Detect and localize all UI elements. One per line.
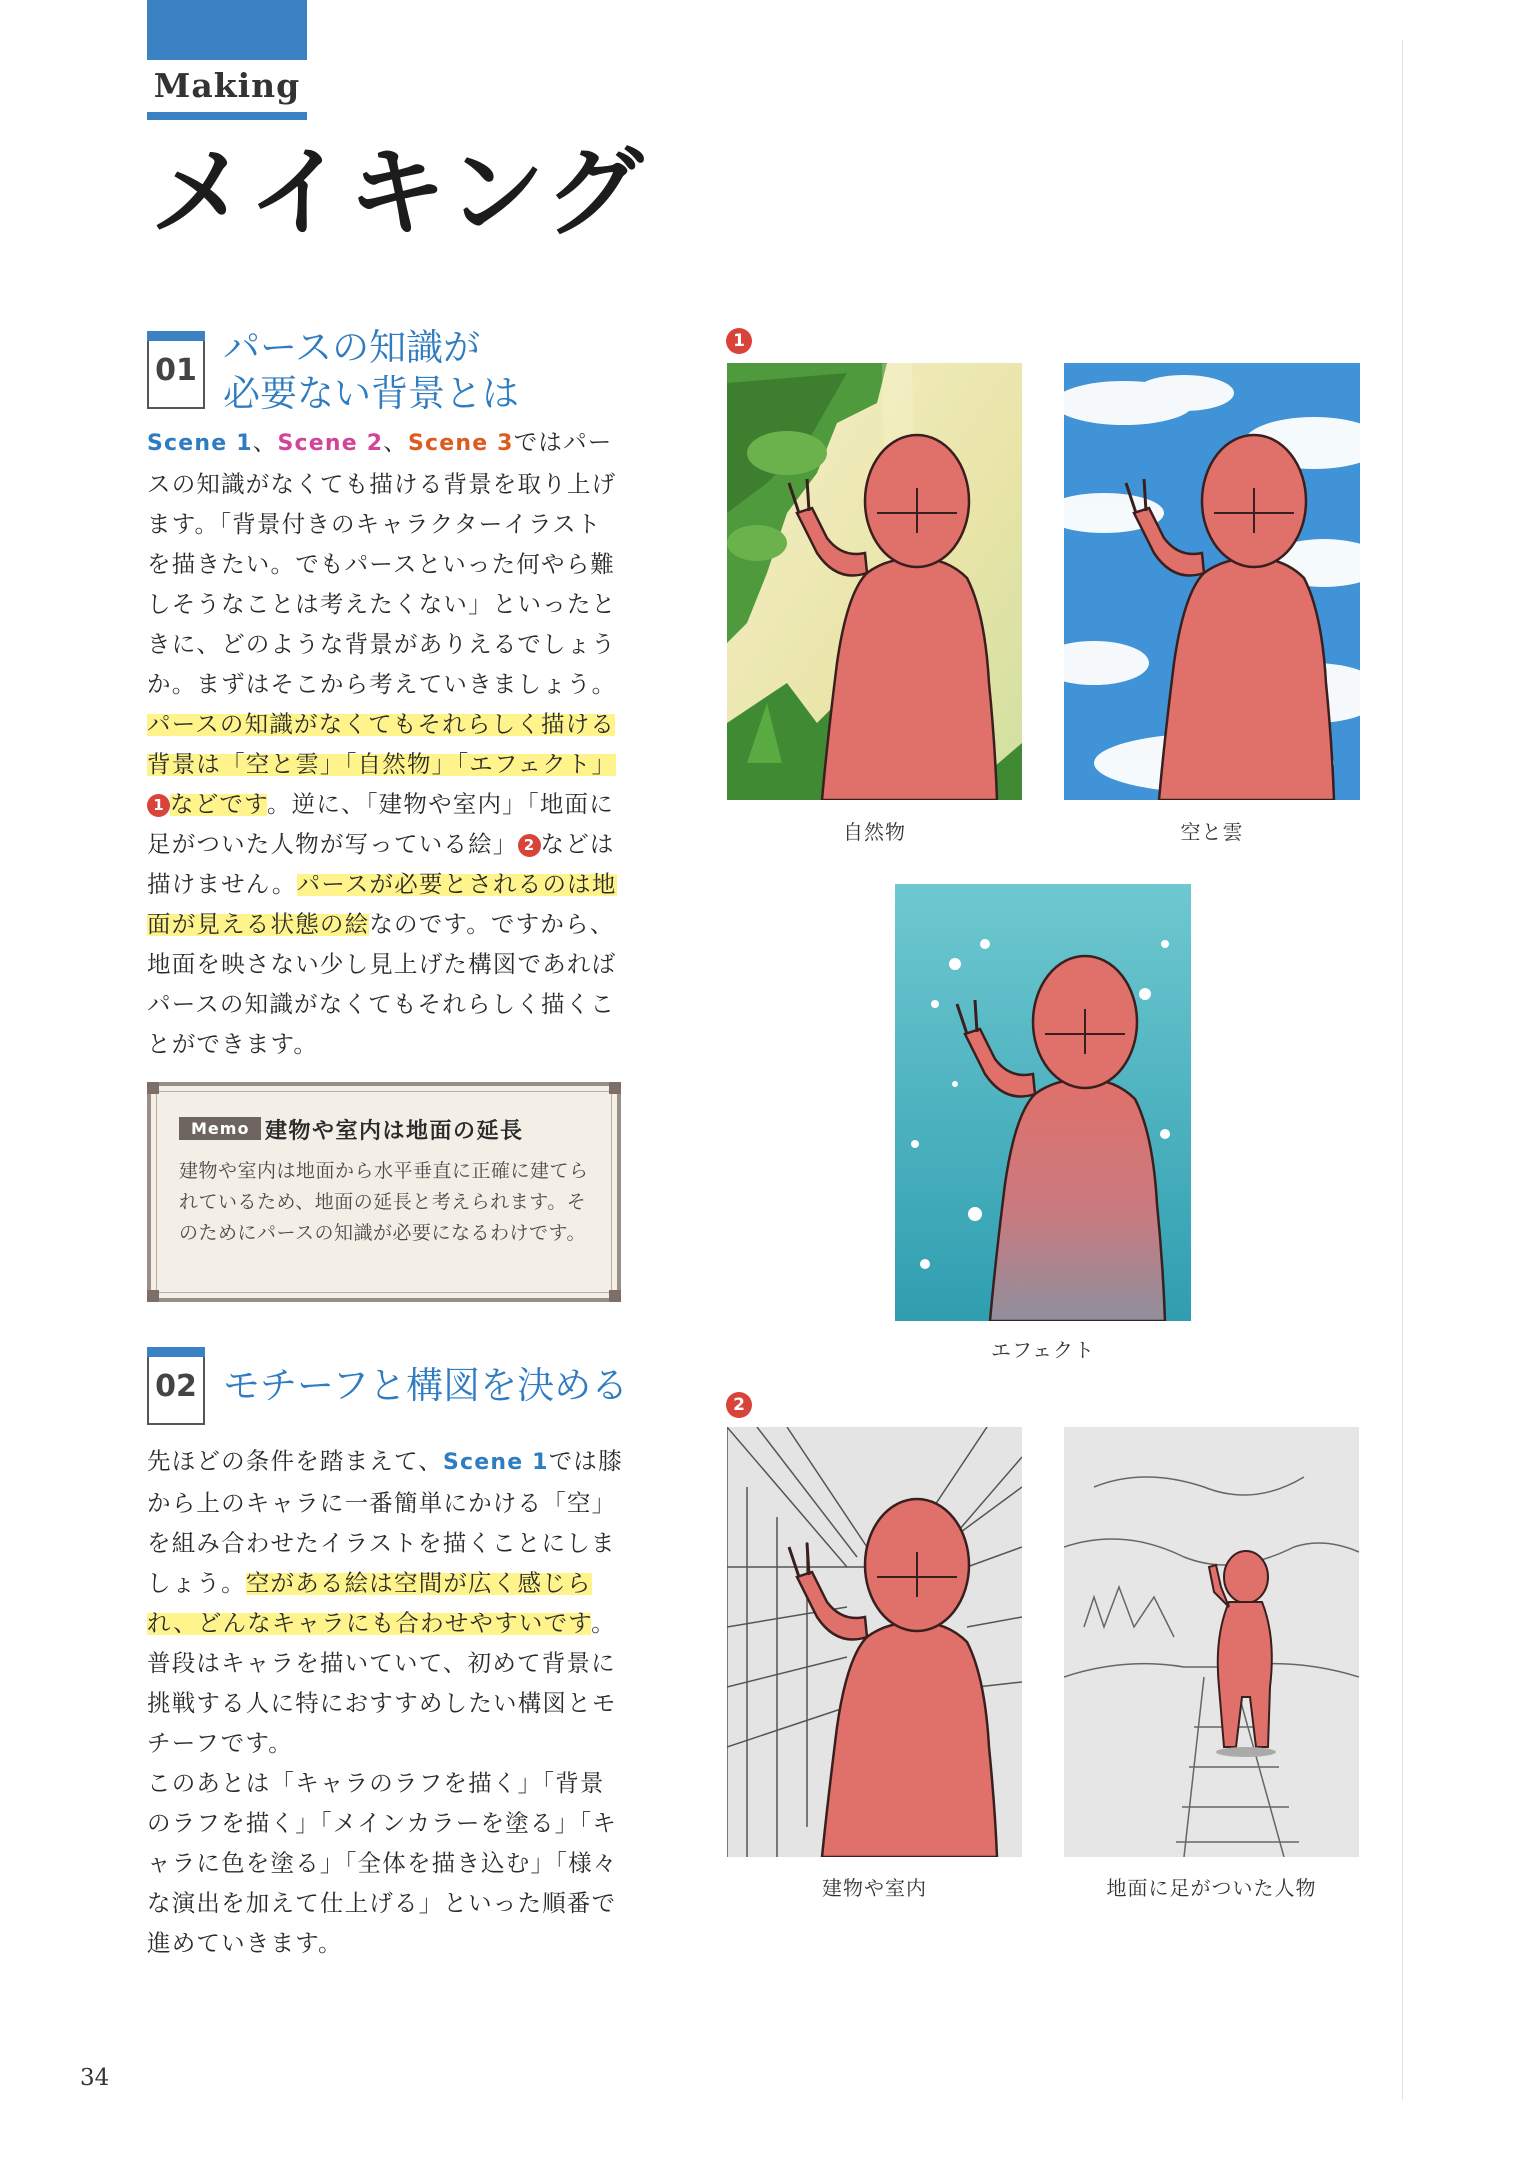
memo-tag: Memo — [179, 1117, 261, 1140]
paragraph — [147, 422, 625, 704]
scene-ref: Scene 3 — [407, 431, 514, 456]
page-edge-rule — [1402, 40, 1403, 2100]
scene-ref: Scene 1 — [147, 431, 253, 456]
paragraph-text: 先ほどの条件を踏まえて、 — [147, 1447, 443, 1475]
memo-heading: 建物や室内は地面の延長 — [265, 1119, 524, 1144]
figure-ref-badge: 2 — [518, 834, 541, 857]
illustration-building — [727, 1427, 1022, 1857]
separator: 、 — [252, 428, 278, 456]
figure-caption: エフェクト — [991, 1338, 1095, 1362]
paragraph — [147, 1763, 625, 1963]
paragraph-text: このあとは「キャラのラフを描く」「背景のラフを描く」「メインカラーを塗る」「キャラに色を塗る」「全体を描き込む」「様々な演出を加えて仕上げる」といった順番で進めていきます。 — [147, 1769, 618, 1957]
illustration-ground — [1064, 1427, 1359, 1857]
highlight-text: パースが必要とされるのは地面が見える状態の絵 — [147, 870, 617, 938]
section-number-badge — [147, 331, 205, 409]
highlight-text: などです — [170, 790, 267, 818]
paragraph-text: 。逆に、「建物や室内」「地面に足がついた人物が写っている絵」 — [147, 790, 614, 858]
memo-corner — [609, 1082, 621, 1094]
figure-group-badge: 1 — [726, 328, 752, 354]
header-tab-underline — [147, 112, 307, 120]
paragraph — [147, 1441, 625, 1763]
section-title-line: 必要ない背景とは — [223, 372, 519, 416]
memo-box — [147, 1082, 621, 1302]
paragraph-text: ではパースの知識がなくても描ける背景を取り上げます。「背景付きのキャラクターイラストを描きたい。でもパースといった何やら難しそうなことは考えたくない」といったときに、どのような背景がありえるでしょうか。まずはそこから考えていきましょう。 — [147, 428, 617, 698]
section-title: モチーフと構図を決める — [223, 1364, 629, 1407]
paragraph-text: なのです。ですから、地面を映さない少し見上げた構図であればパースの知識がなくてもそれらしく描くことができます。 — [147, 910, 617, 1058]
scene-ref: Scene 1 — [442, 1450, 549, 1475]
paragraph-text: などは描けません。 — [147, 830, 615, 898]
section-number: 02 — [155, 1368, 197, 1404]
figure-group-badge: 2 — [726, 1392, 752, 1418]
paragraph-text: 。普段はキャラを描いていて、初めて背景に挑戦する人に特におすすめしたい構図とモチーフです。 — [147, 1609, 617, 1757]
paragraph — [147, 704, 625, 1064]
page-number: 34 — [80, 2065, 110, 2091]
paragraph-text: では膝から上のキャラに一番簡単にかける「空」を組み合わせたイラストを描くことにしましょう。 — [147, 1447, 623, 1597]
highlight-text: パースの知識がなくてもそれらしく描ける背景は「空と雲」「自然物」「エフェクト」 — [147, 710, 617, 778]
section-number-badge — [147, 1347, 205, 1425]
scene-ref: Scene 2 — [277, 431, 384, 456]
figure-caption: 空と雲 — [1180, 820, 1244, 844]
illustration-effect — [895, 884, 1191, 1321]
figure-caption: 自然物 — [843, 820, 906, 844]
section-number: 01 — [155, 352, 197, 388]
section-body — [147, 422, 625, 1064]
header-tab-bar — [147, 0, 307, 60]
section-body — [147, 1441, 625, 1963]
figure-ref-badge: 1 — [147, 794, 170, 817]
figure-caption: 地面に足がついた人物 — [1106, 1876, 1317, 1900]
illustration-nature — [727, 363, 1022, 800]
section-title-line: パースの知識が — [223, 326, 481, 369]
memo-corner — [147, 1082, 159, 1094]
section-title — [223, 325, 519, 418]
figure-caption: 建物や室内 — [822, 1876, 927, 1900]
memo-corner — [609, 1290, 621, 1302]
memo-corner — [147, 1290, 159, 1302]
highlight-text: 空がある絵は空間が広く感じられ、どんなキャラにも合わせやすいです — [147, 1569, 592, 1637]
page-title: メイキング — [150, 136, 646, 250]
separator: 、 — [383, 428, 408, 456]
memo-body: 建物や室内は地面から水平垂直に正確に建てられているため、地面の延長と考えられます。そのためにパースの知識が必要になるわけです。 — [179, 1160, 589, 1244]
illustration-sky — [1064, 363, 1360, 800]
header-tab-label: Making — [153, 66, 301, 105]
